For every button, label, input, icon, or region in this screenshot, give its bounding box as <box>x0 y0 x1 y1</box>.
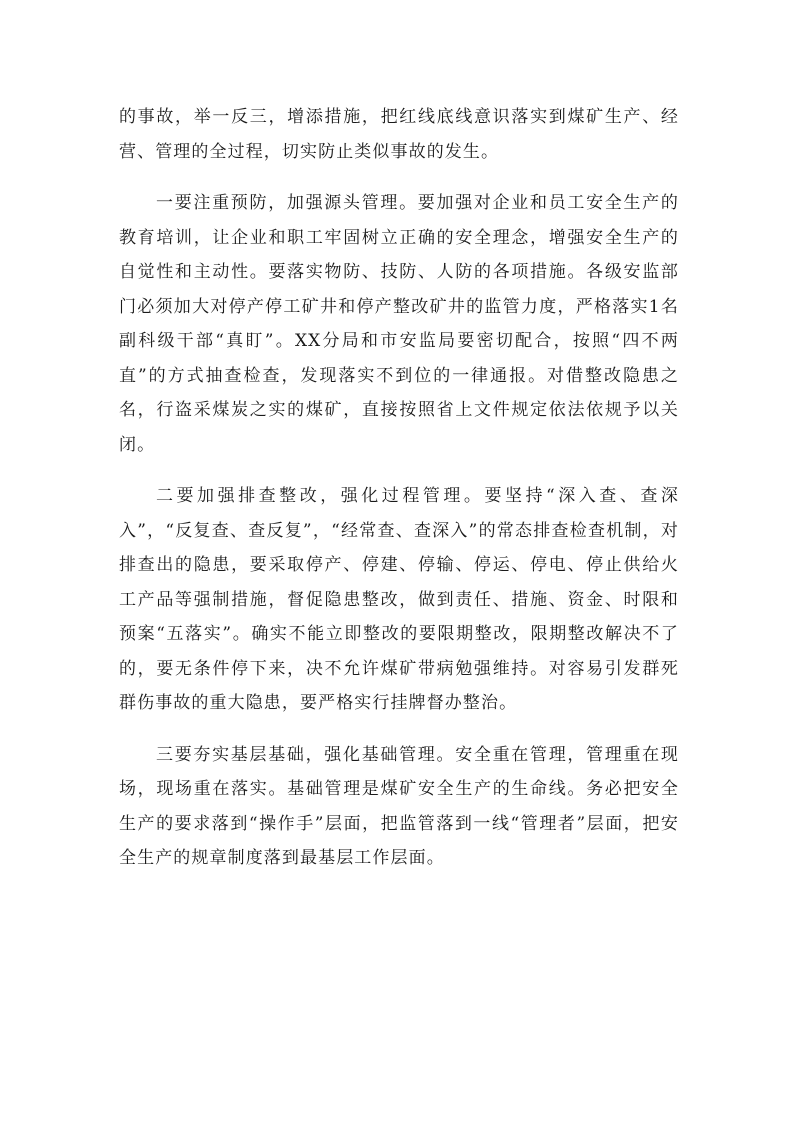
document-body <box>119 100 679 876</box>
paragraph-prevention: 一要注重预防，加强源头管理。要加强对企业和员工安全生产的教育培训，让企业和职工牢固树立正确的安全理念，增强安全生产的自觉性和主动性。要落实物防、技防、人防的各项措施。各级安监部门必须加大对停产停工矿井和停产整改矿井的监管力度，严格落实1名副科级干部“真盯”。XX分局和市安监局要密切配合，按照“四不两直”的方式抽查检查，发现落实不到位的一律通报。对借整改隐患之名，行盗采煤炭之实的煤矿，直接按照省上文件规定依法依规予以关闭。 <box>119 193 679 455</box>
paragraph-foundation: 三要夯实基层基础，强化基础管理。安全重在管理，管理重在现场，现场重在落实。基础管理是煤矿安全生产的生命线。务必把安全生产的要求落到“操作手”层面，把监管落到一线“管理者”层面，把安全生产的规章制度落到最基层工作层面。 <box>119 744 679 868</box>
paragraph-continuation: 的事故，举一反三，增添措施，把红线底线意识落实到煤矿生产、经营、管理的全过程，切实防止类似事故的发生。 <box>119 107 679 162</box>
paragraph-inspection: 二要加强排查整改，强化过程管理。要坚持“深入查、查深入”，“反复查、查反复”，“经常查、查深入”的常态排查检查机制，对排查出的隐患，要采取停产、停建、停输、停运、停电、停止供给火工产品等强制措施，督促隐患整改，做到责任、措施、资金、时限和预案“五落实”。确实不能立即整改的要限期整改，限期整改解决不了的，要无条件停下来，决不允许煤矿带病勉强维持。对容易引发群死群伤事故的重大隐患，要严格实行挂牌督办整治。 <box>119 486 679 713</box>
